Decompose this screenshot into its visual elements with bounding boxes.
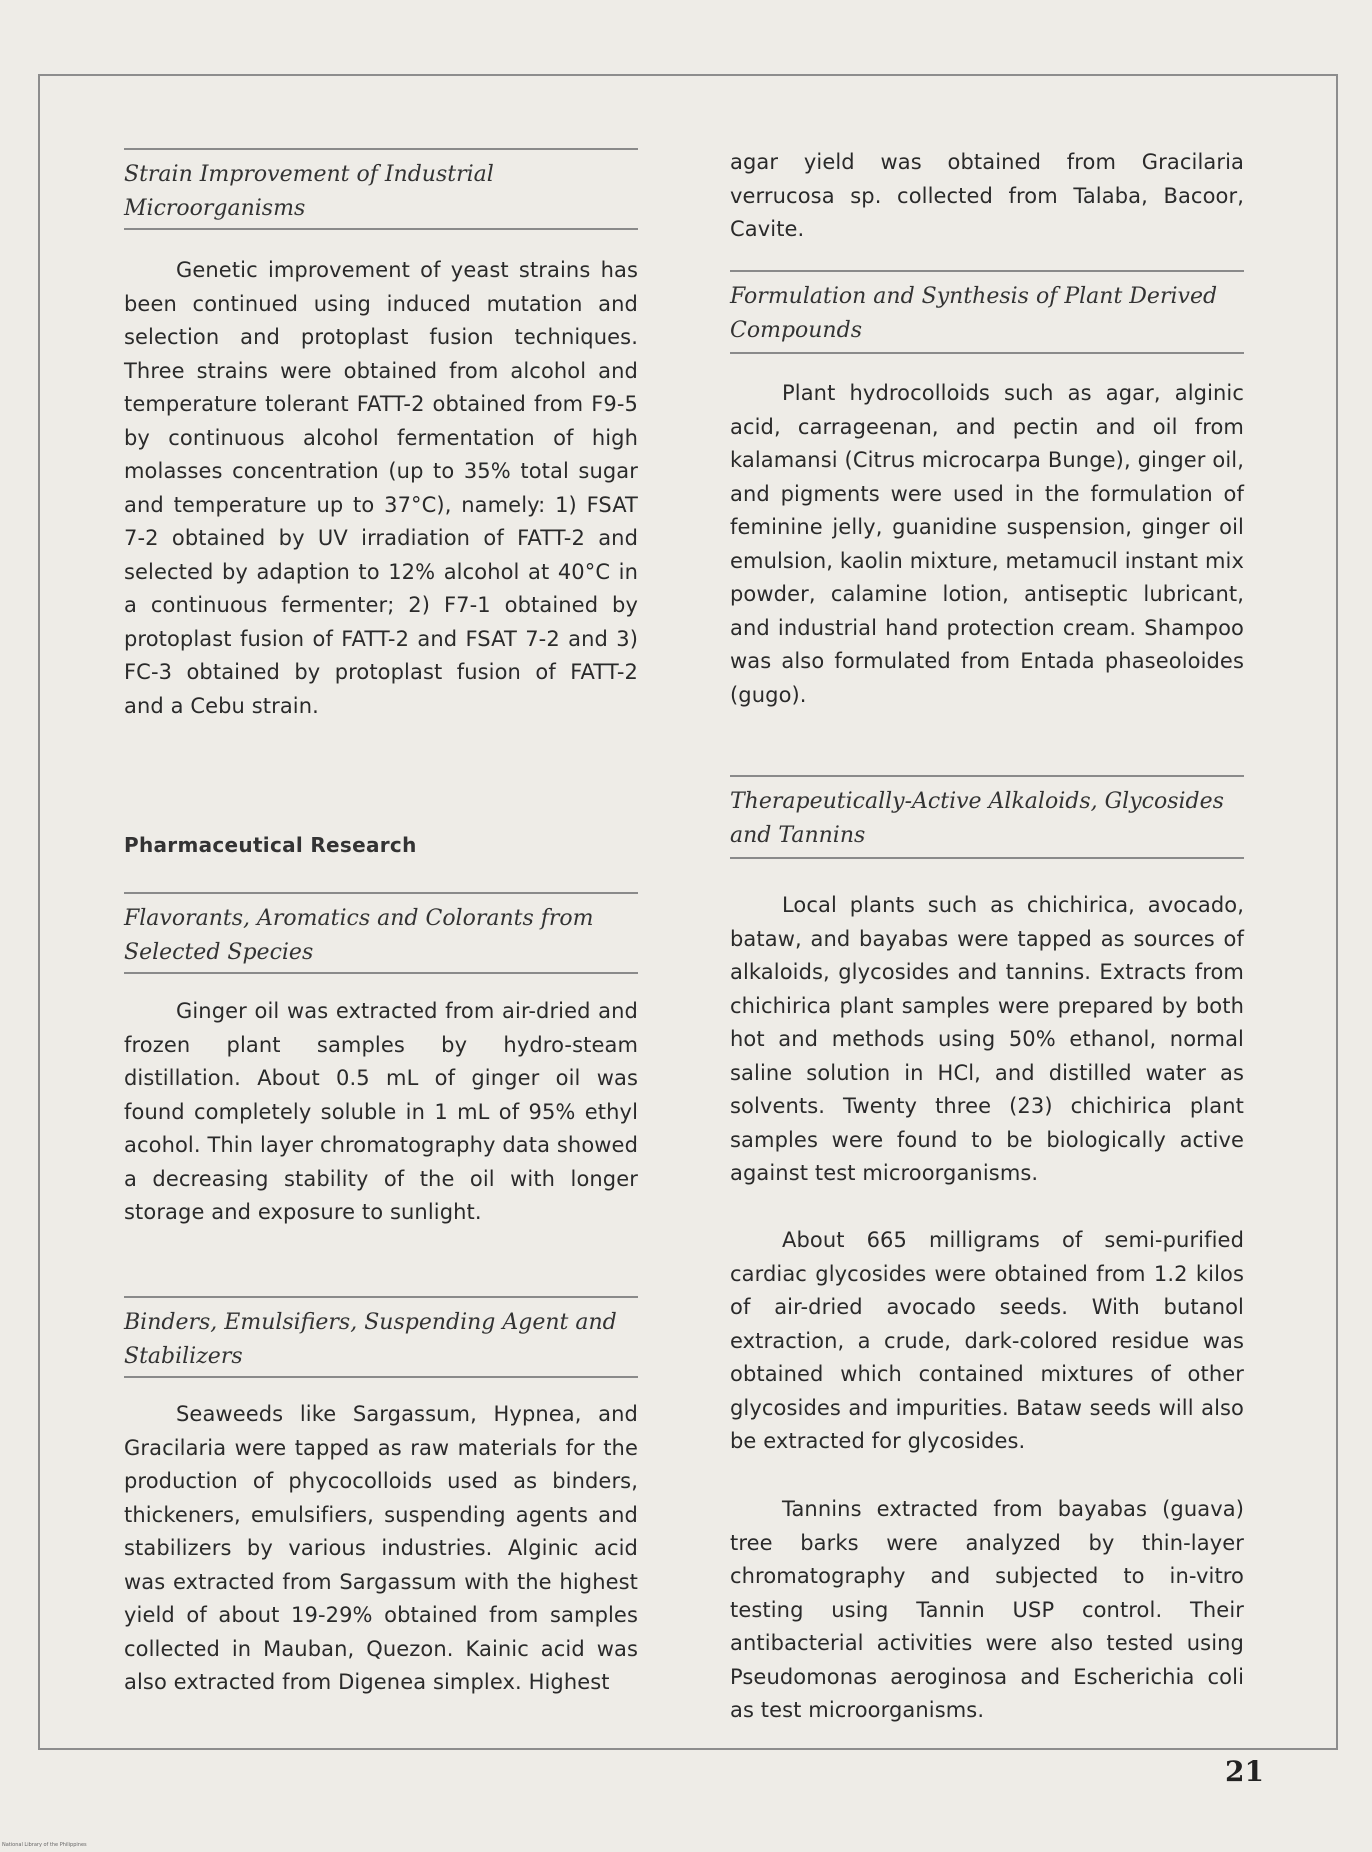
heading-binders: [124, 1296, 638, 1378]
heading-formulation: [730, 270, 1244, 354]
paragraph-strain-improvement: Genetic improvement of yeast strains has been continued using induced mutation and selection and protoplast fusion techniques. Three strains were obtained from alcohol and temperature tolerant FATT-2 obtained from F9-5 by continuous alcohol fermentation of high molasses concentration (up to 35% total sugar and temperature up to 37°C), namely: 1) FSAT 7-2 obtained by UV irradiation of FATT-2 and selected by adaption to 12% alcohol at 40°C in a continuous fermenter; 2) F7-1 obtained by protoplast fusion of FATT-2 and FSAT 7-2 and 3) FC-3 obtained by protoplast fusion of FATT-2 and a Cebu strain.: [124, 258, 638, 718]
footer-note: National Library of the Philippines: [2, 1842, 87, 1848]
paragraph-seaweeds: Seaweeds like Sargassum, Hypnea, and Gracilaria were tapped as raw materials for the production of phycocolloids used as binders, thickeners, emulsifiers, suspending agents and stabilizers by various industries. Alginic acid was extracted from Sargassum with the highest yield of about 19-29% obtained from samples collected in Mauban, Quezon. Kainic acid was also extracted from Digenea simplex. Highest: [124, 1402, 638, 1694]
page-number: 21: [1225, 1755, 1264, 1788]
heading-text: Formulation and Synthesis of Plant Derived Compounds: [730, 284, 1218, 343]
section-pharmaceutical-research: Pharmaceutical Research: [124, 833, 417, 857]
heading-text: Strain Improvement of Industrial Microorganisms: [124, 162, 494, 221]
paragraph-hydrocolloids: Plant hydrocolloids such as agar, alginic acid, carrageenan, and pectin and oil from kalamansi (Citrus microcarpa Bunge), ginger oil, and pigments were used in the formulation of feminine jelly, guanidine suspension, ginger oil emulsion, kaolin mixture, metamucil instant mix powder, calamine lotion, antiseptic lubricant, and industrial hand protection cream. Shampoo was also formulated from Entada phaseoloides (gugo).: [730, 381, 1244, 707]
paragraph-local-plants: Local plants such as chichirica, avocado, bataw, and bayabas were tapped as sources of alkaloids, glycosides and tannins. Extracts from chichirica plant samples were prepared by both hot and methods using 50% ethanol, normal saline solution in HCl, and distilled water as solvents. Twenty three (23) chichirica plant samples were found to be biologically active against test microorganisms.: [730, 893, 1244, 1185]
paragraph-tannins: Tannins extracted from bayabas (guava) tree barks were analyzed by thin-layer chromatography and subjected to in-vitro testing using Tannin USP control. Their antibacterial activities were also tested using Pseudomonas aeroginosa and Escherichia coli as test microorganisms.: [730, 1497, 1244, 1722]
heading-text: Flavorants, Aromatics and Colorants from Selected Species: [124, 906, 594, 965]
paragraph-agar-yield: agar yield was obtained from Gracilaria verrucosa sp. collected from Talaba, Bacoor, Cavite.: [730, 150, 1244, 241]
heading-strain-improvement: [124, 148, 638, 230]
paragraph-cardiac-glycosides: About 665 milligrams of semi-purified cardiac glycosides were obtained from 1.2 kilos of air-dried avocado seeds. With butanol extraction, a crude, dark-colored residue was obtained which contained mixtures of other glycosides and impurities. Bataw seeds will also be extracted for glycosides.: [730, 1228, 1244, 1453]
heading-therapeutic: [730, 775, 1244, 859]
heading-flavorants: [124, 892, 638, 974]
heading-text: Binders, Emulsifiers, Suspending Agent and Stabilizers: [124, 1310, 617, 1369]
heading-text: Therapeutically-Active Alkaloids, Glycosides and Tannins: [730, 789, 1224, 848]
paragraph-ginger-oil: Ginger oil was extracted from air-dried and frozen plant samples by hydro-steam distillation. About 0.5 mL of ginger oil was found completely soluble in 1 mL of 95% ethyl acohol. Thin layer chromatography data showed a decreasing stability of the oil with longer storage and exposure to sunlight.: [124, 999, 638, 1224]
